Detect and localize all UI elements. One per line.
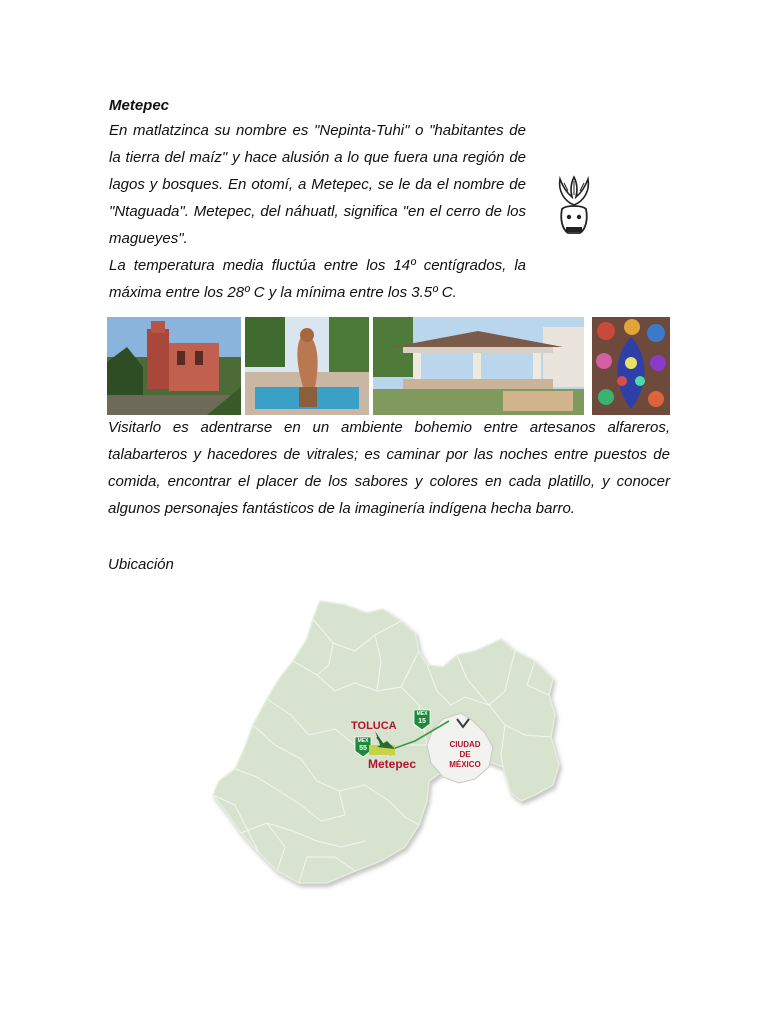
page-title: Metepec: [109, 97, 170, 114]
intro-line: En matlatzinca su nombre es "Nepinta-Tuhi" o "habitantes de: [109, 122, 526, 139]
map-label-cdmx-line: CIUDAD: [449, 740, 481, 749]
intro-line: magueyes".: [109, 230, 188, 247]
intro-line: La temperatura media fluctúa entre los 14º centígrados, la: [109, 257, 526, 274]
map-label-cdmx: [441, 740, 489, 770]
church-photo: [107, 317, 241, 415]
intro-line: máxima entre los 28º C y la mínima entre los 3.5º C.: [109, 284, 457, 301]
plaza-statue-photo: [245, 317, 369, 415]
visit-line: Visitarlo es adentrarse en un ambiente bohemio entre artesanos alfareros,: [108, 419, 670, 436]
intro-line: "Ntaguada". Metepec, del náhuatl, significa "en el cerro de los: [109, 203, 526, 220]
intro-line: lagos y bosques. En otomí, a Metepec, se le da el nombre de: [109, 176, 526, 193]
shield-2-number: 15: [418, 718, 426, 725]
shield-1-number: 55: [359, 745, 367, 752]
intro-line: la tierra del maíz" y hace alusión a lo que fuera una región de: [109, 149, 526, 166]
state-map: [205, 595, 565, 890]
visit-line: talabarteros y hacedores de vitrales; es caminar por las noches entre puestos de: [108, 446, 670, 463]
visit-line: comida, encontrar el placer de los sabores y colores en cada platillo, y conocer: [108, 473, 670, 490]
map-label-toluca: TOLUCA: [351, 720, 397, 732]
map-label-cdmx-line: MÉXICO: [449, 760, 481, 769]
shield-2-top: MEX: [416, 711, 428, 717]
location-heading: Ubicación: [108, 556, 174, 573]
metepec-glyph-icon: [550, 175, 598, 237]
kiosk-photo: [373, 317, 584, 415]
visit-line: algunos personajes fantásticos de la imaginería indígena hecha barro.: [108, 500, 575, 517]
map-label-cdmx-line: DE: [459, 750, 471, 759]
tree-of-life-photo: [592, 317, 670, 415]
map-label-metepec: Metepec: [368, 757, 417, 771]
shield-1-top: MEX: [357, 738, 369, 744]
